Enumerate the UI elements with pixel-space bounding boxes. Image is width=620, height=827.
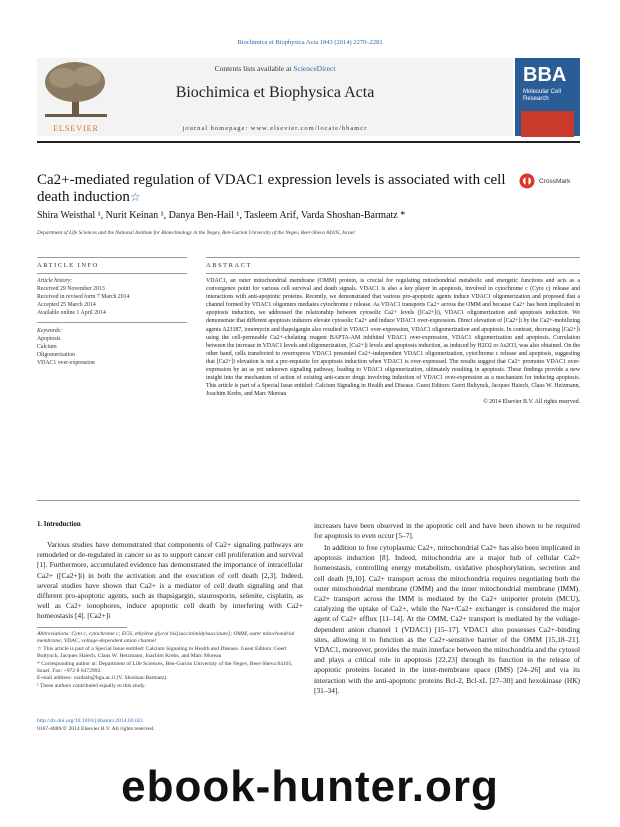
footnote-rule [37, 627, 127, 628]
history-item: Received 29 November 2013 [37, 286, 105, 292]
cover-subtitle: Molecular Cell Research [523, 89, 562, 102]
keyword: VDAC1 over-expression [37, 360, 95, 366]
crossmark-icon [519, 173, 535, 189]
footnote-special-issue: ☆ This article is part of a Special Issue entitled: Calcium Signaling in Health and Disease. Guest Editors: Geert Bultynck, Jacques Haiech, Claus W. Heizmann, Joachim Krebs, and Marc Moreau [37, 645, 287, 660]
article-title [37, 172, 517, 206]
history-item: Accepted 25 March 2014 [37, 302, 96, 308]
cover-title: BBA [523, 64, 567, 86]
contents-prefix: Contents lists available at [214, 64, 294, 73]
info-divider [37, 322, 187, 323]
article-info-rule [37, 257, 187, 258]
journal-citation: Biochimica et Biophysica Acta 1843 (2014) 2270–2281 [237, 39, 383, 46]
article-info-rule-bottom [37, 273, 187, 274]
intro-right-paragraph-1: increases have been observed in the apoptotic cell and have been shown to be required for apoptosis to even occur [5–7]. [314, 521, 580, 541]
keyword: Oligomerization [37, 352, 75, 358]
watermark: ebook-hunter.org [121, 762, 499, 811]
article-info-heading: ARTICLE INFO [37, 262, 99, 269]
author-list: Shira Weisthal ¹, Nurit Keinan ¹, Danya Ben-Hail ¹, Tasleem Arif, Varda Shoshan-Barmatz * [37, 210, 406, 221]
abstract-body [206, 277, 580, 407]
journal-title: Biochimica et Biophysica Acta [175, 84, 375, 101]
author-affiliation: Department of Life Sciences and the National Institute for Biotechnology in the Negev, Ben-Gurion University of the Negev, Beer-Sheva 84105, Israel [37, 230, 355, 236]
section-heading-introduction: 1. Introduction [37, 521, 81, 528]
journal-cover-image [515, 58, 580, 136]
doi-link[interactable]: http://dx.doi.org/10.1016/j.bbamcr.2014.03.021 [37, 718, 144, 724]
issn-line: 0167-4889/© 2014 Elsevier B.V. All rights reserved. [37, 726, 155, 732]
copyright-notice: © 2014 Elsevier B.V. All rights reserved. [483, 399, 580, 406]
header-rule [37, 141, 580, 143]
keywords-label: Keywords: [37, 328, 62, 334]
intro-right-paragraph-2: In addition to free cytoplasmic Ca2+, mitochondrial Ca2+ has also been implicated in apoptosis induction [8]. Indeed, mitochondria are a major hub of cellular Ca2+ homeostasis, controlling energy metabolism, oxidative phosphorylation, secretion and cell death [9,10]. Ca2+ transport across the mitochondria requires negotiating both the outer mitochondrial membrane (OMM) and the inner mitochondrial membrane (IMM). Ca2+ transport across the IMM is mediated by the Ca2+ uniporter protein (MCU), catalyzing the uptake of Ca2+, while the Na+/Ca2+ exchanger is considered the major agent of Ca2+ efflux [11–14]. At the OMM, Ca2+ transport is mediated by the voltage-dependent anion channel 1 (VDAC1) [15–17]. VDAC1 also possesses Ca2+-binding sites, allowing it to function as the Ca2+-sensitive barrier of the OMM [15,18–21]. VDAC1, moreover, provides the main interface between the mitochondria and the cytosol and plays a critical role in apoptosis [22,23] through its function in the release of apoptotic proteins located in the inter-membrane space (IMS) [24–26] and via its interaction with the anti-apoptotic proteins Bcl-2, Bcl-xL [27–30] and hexokinase (HK) [31–34]. [314, 543, 580, 695]
elsevier-wordmark: ELSEVIER [53, 124, 99, 133]
abstract-rule [206, 257, 580, 258]
doi-block [37, 717, 303, 733]
footnote-equal-contribution: ¹ These authors contributed equally to this study. [37, 682, 146, 689]
footnote-email: E-mail address: vardasb@bgu.ac.il (V. Shoshan-Barmatz). [37, 675, 168, 682]
sciencedirect-link[interactable]: ScienceDirect [293, 64, 336, 73]
keyword: Apoptosis [37, 336, 61, 342]
history-label: Article history: [37, 278, 73, 284]
abstract-heading: ABSTRACT [206, 262, 252, 269]
article-info [37, 277, 187, 367]
footnotes [37, 631, 303, 690]
history-item: Received in revised form 7 March 2014 [37, 294, 130, 300]
history-item: Available online 1 April 2014 [37, 310, 106, 316]
abstract-rule-bottom [206, 273, 580, 274]
journal-homepage[interactable]: journal homepage: www.elsevier.com/locate/bbamcr [182, 125, 368, 132]
crossmark-badge[interactable] [519, 172, 579, 200]
crossmark-label: CrossMark [539, 177, 571, 185]
intro-left-paragraph: Various studies have demonstrated that components of Ca2+ signaling pathways are remodeled or de-regulated in cancer so as to support cancer cell proliferation and survival [1]. Furthermore, accumulated evidence has demonstrated the importance of intracellular Ca2+ ([Ca2+]i) in both the activation and the execution of cell death [2,3]. Indeed, several studies have shown that Ca2+ is a mediator of cell death signaling and that different pro-apoptotic agents, such as thapsigargin, staurosporin, selenite, cisplatin, as well as Ca2+ ionophores, induce apoptotic cell death by interfering with Ca2+ homeostasis [4]. [Ca2+]i [37, 540, 303, 621]
cover-graphic [521, 111, 574, 137]
title-footnote-star[interactable]: ☆ [129, 190, 141, 204]
article-title-text: Ca2+-mediated regulation of VDAC1 expression levels is associated with cell death induction [37, 172, 506, 205]
footnote-abbreviations: Abbreviations: Cyto c, cytochrome c; EGS, ethylene glycol bis[succinimidylsuccinate]; OMM, outer mitochondrial membrane; VDAC, voltage-dependent anion channel [37, 631, 295, 645]
keyword: Calcium [37, 344, 57, 350]
footnote-corresponding: * Corresponding author at: Department of Life Sciences, Ben-Gurion University of the Negev, Beer-Sheva 84105, Israel. Fax: +972 8 6472992. [37, 660, 293, 675]
abstract-text: VDAC1, an outer mitochondrial membrane (OMM) protein, is crucial for regulating mitochondrial metabolic and energetic functions and acts as a convergence point for various cell survival and death signals. VDAC1 is also a key player in apoptosis, involved in cytochrome c (Cyto c) release and interactions with anti-apoptotic proteins. Recently, we demonstrated that various pro-apoptotic agents induce VDAC1 oligomerization and proposed that a channel formed by VDAC1 oligomers mediates cytochrome c release. As VDAC1 transports Ca2+ across the OMM and because Ca2+ has been implicated in apoptosis induction, we addressed the relationship between cytosolic Ca2+ levels ([Ca2+]i), VDAC1 oligomerization and apoptosis induction. We demonstrate that different apoptosis inducers elevate cytosolic Ca2+ and induce VDAC1 over-expression. Direct elevation of [Ca2+]i by the Ca2+-mobilizing agents A23187, ionomycin and thapsigargin also resulted in VDAC1 over-expression, VDAC1 oligomerization and apoptosis. In contrast, decreasing [Ca2+]i using the cell-permeable Ca2+-chelating reagent BAPTA-AM inhibited VDAC1 over-expression, VDAC1 oligomerization and apoptosis. Correlation between the increase in VDAC1 levels and oligomerization, [Ca2+]i levels and apoptosis induction, as induced by H2O2 or As2O3, was also obtained. On the other hand, cells transfected to overexpress VDAC1 presented Ca2+-independent VDAC1 oligomerization, cytochrome c release and apoptosis, suggesting that [Ca2+]i elevation is not a pre-requisite for apoptosis induction when VDAC1 is over-expressed. The results suggest that Ca2+ promotes VDAC1 over-expression by an as yet unknown signaling pathway, leading to VDAC1 oligomerization, ultimately resulting in apoptosis. These findings provide a new insight into the mechanism of action of existing anti-cancer drugs involving induction of VDAC1 over-expression as a mechanism for inducing apoptosis. This article is part of a Special Issue entitled: Calcium Signaling in Health and Disease. Guest Editors: Geert Bultynck, Jacques Haiech, Claus W. Heizmann, Joachim Krebs, and Marc Moreau [206, 278, 580, 398]
abstract-end-rule [37, 500, 580, 501]
